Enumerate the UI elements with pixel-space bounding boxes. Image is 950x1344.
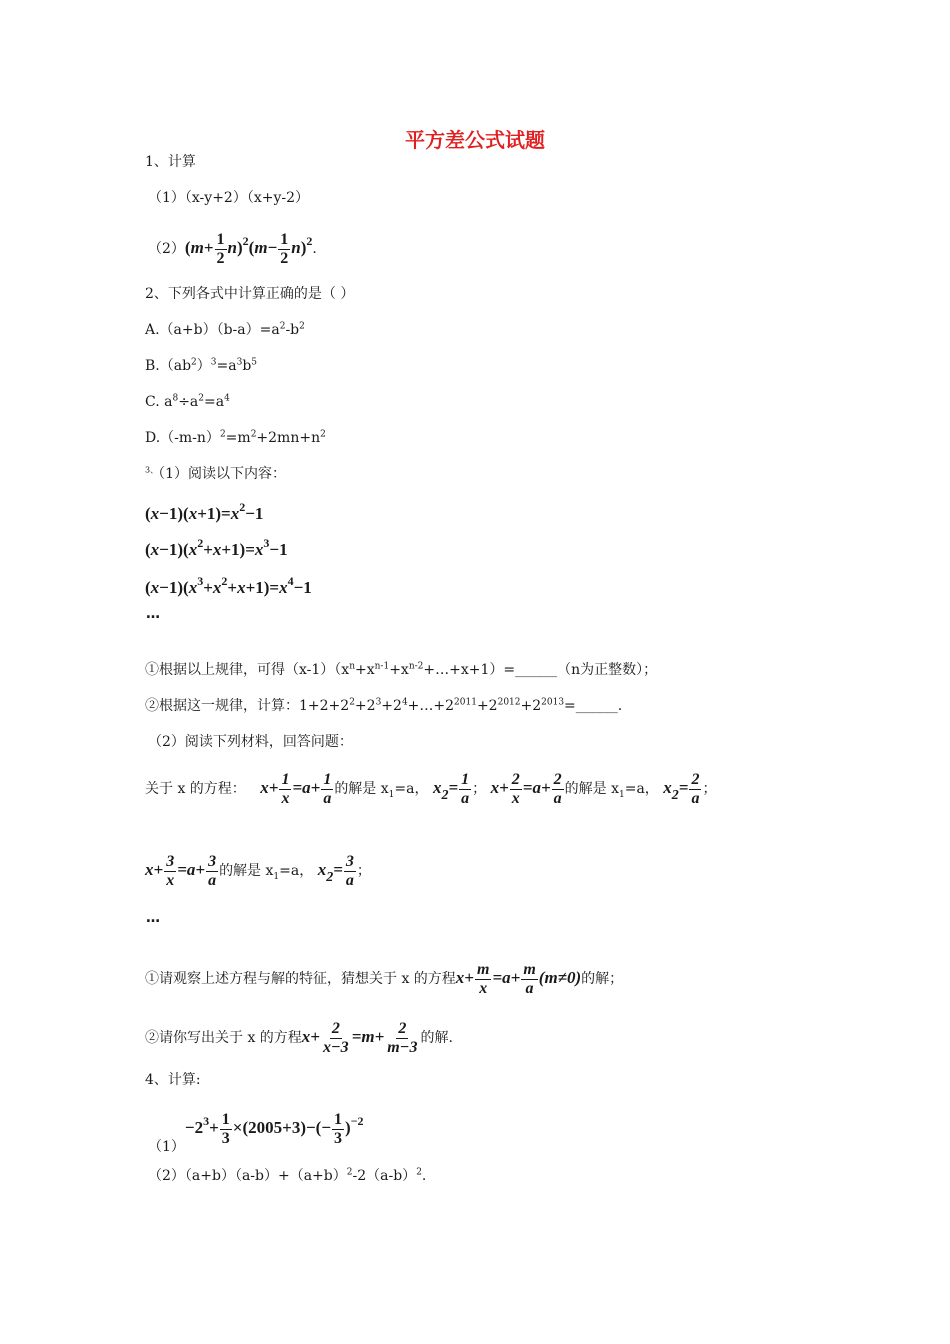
q2-option-d: $D.(-m-n)^2=m^2+2mn+n^2$ bbox=[145, 429, 326, 446]
q2-option-b: $B.(ab^2)^3=a^3b^5$ bbox=[145, 357, 258, 374]
q3-number: 3、 bbox=[145, 465, 159, 475]
q3-item-2: ②根据这一规律，计算：$1+2+2^2+2^3+2^4+\dots+2^{2011}+2^{2012}+2^{2013}=\_\_\_\_\_\_$. bbox=[145, 697, 623, 714]
equation-2: x+ $\frac{2}{x}$ =a+ $\frac{2}{a}$ bbox=[490, 770, 562, 807]
q3-material-line-1: 关于 x 的方程： x+ $\frac{1}{x}$ =a+ $\frac{1}{a}$ 的解是 $x_1=a$， $x_2=$ $\frac{1}{a}$ ； x+ $\frac{2}{x}$ =a+ $\frac{2}{a}$ 的解是 $x_1=a$， $x_2=$ $\frac{2}{a}$ ； bbox=[145, 770, 717, 807]
q3-ellipsis-2: … bbox=[146, 910, 160, 926]
q3-formula-1: $(x-1)(x+1)=x^2-1$ bbox=[145, 500, 264, 523]
solution-2: $x_2=$ $\frac{2}{a}$ bbox=[663, 770, 700, 807]
q4-part1: $(1)-2^3+$ $\frac{1}{3}$ ×(2005+3)−(− $\frac{1}{3}$ )$^{-2}$ bbox=[148, 1110, 364, 1155]
q4-part2: $(2)(a+b)(a-b)+(a+b)^2-2(a-b)^2$. bbox=[148, 1167, 427, 1184]
q1-part2-label: （2） bbox=[148, 241, 185, 257]
page-title: 平方差公式试题 bbox=[405, 128, 545, 152]
solution-3: $x_2=$ $\frac{3}{a}$ bbox=[317, 852, 354, 889]
q2-option-c: C. $a^8\div a^2=a^4$ bbox=[145, 393, 230, 410]
q1-part2-formula: (m+ $\frac{1}{2}$ n)$^2$(m− $\frac{1}{2}$ n)$^2$ bbox=[184, 230, 313, 267]
equation-3: x+ $\frac{3}{x}$ =a+ $\frac{3}{a}$ bbox=[145, 852, 217, 889]
q2-heading: 2、下列各式中计算正确的是（ ） bbox=[145, 286, 355, 302]
q3-material-line-2: x+ $\frac{3}{x}$ =a+ $\frac{3}{a}$ 的解是 $x_1=a$， $x_2=$ $\frac{3}{a}$ ； bbox=[145, 852, 371, 889]
equation-x-minus-3: x+ $\frac{2}{x-3}$ =m+ $\frac{2}{m-3}$ bbox=[301, 1019, 418, 1056]
q4-part1-formula: $-2^3+$ $\frac{1}{3}$ ×(2005+3)−(− $\frac{1}{3}$ )$^{-2}$ bbox=[184, 1110, 364, 1147]
q3-question-1: ①请观察上述方程与解的特征，猜想关于 x 的方程x+ $\frac{m}{x}$ =a+ $\frac{m}{a}$ (m≠0)的解； bbox=[145, 960, 624, 997]
q2-option-a: $A.(a+b)(b-a)=a^2-b^2$ bbox=[145, 321, 305, 338]
q1-part1: （1）（x-y+2）（x+y-2） bbox=[148, 190, 310, 206]
equation-1: x+ $\frac{1}{x}$ =a+ $\frac{1}{a}$ bbox=[260, 770, 332, 807]
q3-part2-heading: （2）阅读下列材料，回答问题： bbox=[148, 734, 353, 750]
q3-ellipsis-1: … bbox=[146, 606, 160, 622]
q3-formula-3: $(x-1)(x^3+x^2+x+1)=x^4-1$ bbox=[145, 574, 312, 597]
q1-part2: （2）(m+ $\frac{1}{2}$ n)$^2$(m− $\frac{1}{2}$ n)$^2$. bbox=[148, 230, 317, 267]
q3-item-1: ①根据以上规律，可得$(x-1)(x^n+x^{n-1}+x^{n-2}+\dots+x+1)=\_\_\_\_\_\_(n$为正整数）； bbox=[145, 661, 658, 678]
equation-m: x+ $\frac{m}{x}$ =a+ $\frac{m}{a}$ (m≠0) bbox=[455, 960, 582, 997]
q3-formula-2: $(x-1)(x^2+x+1)=x^3-1$ bbox=[145, 536, 288, 559]
solution-1: $x_2=$ $\frac{1}{a}$ bbox=[432, 770, 470, 807]
q1-heading: 1、计算 bbox=[145, 154, 196, 170]
q4-heading: 4、计算: bbox=[145, 1072, 201, 1088]
q3-question-2: ②请你写出关于 x 的方程x+ $\frac{2}{x-3}$ =m+ $\frac{2}{m-3}$ 的解. bbox=[145, 1019, 453, 1056]
q3-heading: $^{3、}$（1）阅读以下内容： bbox=[145, 465, 287, 482]
